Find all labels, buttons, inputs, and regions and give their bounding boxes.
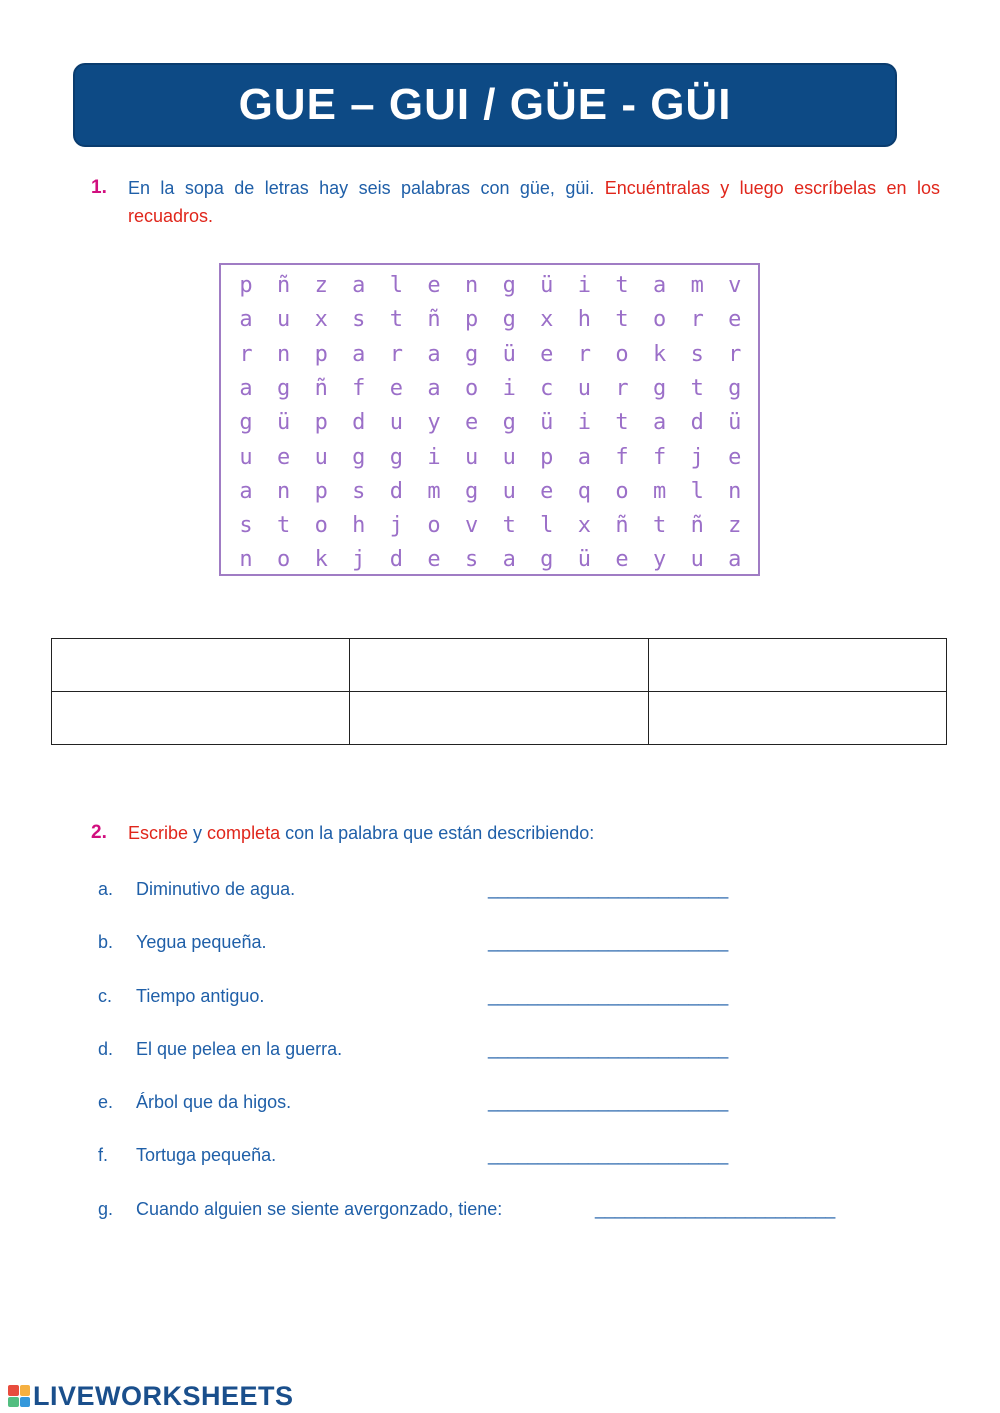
word-search-letter[interactable]: a xyxy=(239,307,253,333)
word-search-letter[interactable]: t xyxy=(615,307,629,333)
word-search-letter[interactable]: u xyxy=(464,444,479,470)
word-search-letter[interactable]: u xyxy=(577,375,592,401)
word-search-letter[interactable]: e xyxy=(540,478,554,504)
word-search-letter[interactable]: s xyxy=(352,478,366,504)
word-search-letter[interactable]: a xyxy=(239,375,253,401)
word-search-letter[interactable]: o xyxy=(615,478,629,504)
word-search-letter[interactable]: y xyxy=(427,410,441,436)
word-search-letter[interactable]: e xyxy=(389,375,404,401)
word-search-letter[interactable]: y xyxy=(652,547,667,573)
logo-square xyxy=(20,1397,31,1408)
word-search-letter[interactable]: ü xyxy=(540,273,554,298)
item-letter: d. xyxy=(98,1039,114,1059)
word-search-letter[interactable]: z xyxy=(728,513,742,539)
logo-square xyxy=(8,1397,19,1408)
answer-box-1[interactable] xyxy=(52,639,350,692)
word-search-letter[interactable]: g xyxy=(389,444,404,470)
word-search-letter[interactable]: u xyxy=(502,444,516,470)
answer-line[interactable]: ________________________ xyxy=(488,1145,729,1165)
answer-table-row xyxy=(52,692,947,745)
word-search-letter[interactable]: l xyxy=(389,273,404,298)
word-search-letter[interactable]: a xyxy=(427,375,441,401)
word-search-letter[interactable]: d xyxy=(389,547,404,573)
answer-box-6[interactable] xyxy=(648,692,946,745)
word-search-letter[interactable]: ñ xyxy=(276,273,291,298)
word-search-letter[interactable]: s xyxy=(464,547,479,573)
word-search-letter[interactable]: i xyxy=(427,444,441,470)
word-search-letter[interactable]: g xyxy=(239,410,253,436)
word-search-letter[interactable]: a xyxy=(502,547,516,573)
word-search-letter[interactable]: d xyxy=(352,410,366,436)
word-search-letter[interactable]: g xyxy=(502,307,516,333)
answer-table-row xyxy=(52,639,947,692)
word-search-letter[interactable]: ü xyxy=(276,410,291,436)
word-search-letter[interactable]: n xyxy=(239,547,253,573)
word-search-grid xyxy=(219,263,760,576)
liveworksheets-logo-icon xyxy=(8,1385,30,1407)
title-banner xyxy=(73,63,897,147)
item-text: El que pelea en la guerra. xyxy=(136,1039,343,1059)
answer-line[interactable]: ________________________ xyxy=(595,1199,836,1219)
word-search-letter[interactable]: a xyxy=(577,444,592,470)
word-search-letter[interactable]: r xyxy=(615,375,629,401)
word-search-letter[interactable]: c xyxy=(540,375,554,401)
word-search-letter[interactable]: e xyxy=(464,410,479,436)
word-search-letter[interactable]: r xyxy=(577,341,592,367)
word-search-letter[interactable]: o xyxy=(615,341,629,367)
word-search-letter[interactable]: r xyxy=(389,341,404,367)
word-search-letter[interactable]: a xyxy=(652,273,667,298)
word-search-letter[interactable]: g xyxy=(728,375,742,401)
word-search-letter[interactable]: e xyxy=(728,444,742,470)
word-search-letter[interactable]: x xyxy=(540,307,554,333)
word-search-letter[interactable]: j xyxy=(352,547,366,573)
logo-text: LIVEWORKSHEETS xyxy=(33,1380,294,1411)
question-2-word-escribe: Escribe xyxy=(128,823,189,843)
logo-square xyxy=(8,1385,19,1396)
word-search-row xyxy=(231,547,751,581)
word-search-letter[interactable]: s xyxy=(690,341,704,367)
word-search-letter[interactable]: u xyxy=(389,410,404,436)
word-search-letter[interactable]: a xyxy=(728,547,742,573)
word-search-letter[interactable]: p xyxy=(314,341,328,367)
word-search-letter[interactable]: o xyxy=(464,375,479,401)
word-search-letter[interactable]: r xyxy=(690,307,704,333)
question-2-rest: con la palabra que están describiendo: xyxy=(280,823,595,843)
word-search-letter[interactable]: ñ xyxy=(690,513,704,539)
word-search-letter[interactable]: a xyxy=(652,410,667,436)
word-search-letter[interactable]: j xyxy=(389,513,404,539)
word-search-letter[interactable]: o xyxy=(276,547,291,573)
word-search-letter[interactable]: ü xyxy=(577,547,592,573)
word-search-letter[interactable]: s xyxy=(352,307,366,333)
word-search-letter[interactable]: p xyxy=(314,410,328,436)
word-search-row xyxy=(231,342,751,376)
answer-line[interactable]: ________________________ xyxy=(488,879,729,899)
word-search-row xyxy=(231,410,751,444)
word-search-letter[interactable]: a xyxy=(352,341,366,367)
item-text: Diminutivo de agua. xyxy=(136,879,296,899)
word-search-letter[interactable]: o xyxy=(652,307,667,333)
answer-box-5[interactable] xyxy=(350,692,648,745)
word-search-letter[interactable]: g xyxy=(464,341,479,367)
word-search-letter[interactable]: f xyxy=(652,444,667,470)
word-search-letter[interactable]: l xyxy=(540,513,554,539)
item-letter: e. xyxy=(98,1092,114,1112)
question-2-instructions xyxy=(128,819,594,847)
word-search-letter[interactable]: ü xyxy=(502,341,516,367)
page-title: GUE – GUI / GÜE - GÜI xyxy=(238,80,732,129)
word-search-letter[interactable]: p xyxy=(314,478,328,504)
word-search-letter[interactable]: t xyxy=(389,307,404,333)
word-search-row xyxy=(231,445,751,479)
word-search-letter[interactable]: e xyxy=(427,273,441,298)
word-search-letter[interactable]: u xyxy=(276,307,291,333)
word-search-letter[interactable]: p xyxy=(464,307,479,333)
item-text: Yegua pequeña. xyxy=(136,932,267,952)
word-search-letter[interactable]: k xyxy=(314,547,328,573)
word-search-letter[interactable]: g xyxy=(502,410,516,436)
item-text: Árbol que da higos. xyxy=(136,1092,292,1112)
answer-table xyxy=(51,638,947,745)
word-search-letter[interactable]: e xyxy=(427,547,441,573)
word-search-letter[interactable]: u xyxy=(314,444,328,470)
word-search-letter[interactable]: a xyxy=(352,273,366,298)
word-search-letter[interactable]: r xyxy=(728,341,742,367)
question-2-word-y: y xyxy=(188,823,208,843)
word-search-letter[interactable]: x xyxy=(314,307,328,333)
answer-box-3[interactable] xyxy=(648,639,946,692)
question-1-text-end: . xyxy=(208,206,214,226)
liveworksheets-logo[interactable] xyxy=(8,1382,294,1410)
word-search-row xyxy=(231,376,751,410)
word-search-letter[interactable]: x xyxy=(577,513,592,539)
word-search-letter[interactable]: i xyxy=(502,375,516,401)
word-search-letter[interactable]: i xyxy=(577,410,592,436)
word-search-letter[interactable]: g xyxy=(502,273,516,298)
word-search-letter[interactable]: m xyxy=(690,273,704,298)
word-search-letter[interactable]: g xyxy=(464,478,479,504)
word-search-letter[interactable]: q xyxy=(577,478,592,504)
word-search-letter[interactable]: t xyxy=(502,513,516,539)
question-1-instructions xyxy=(128,174,940,230)
answer-line[interactable]: ________________________ xyxy=(488,986,729,1006)
word-search-letter[interactable]: h xyxy=(352,513,366,539)
word-search-row xyxy=(231,307,751,341)
word-search-letter[interactable]: e xyxy=(540,341,554,367)
word-search-letter[interactable]: h xyxy=(577,307,592,333)
word-search-letter[interactable]: p xyxy=(239,273,253,298)
question-2-number: 2. xyxy=(91,822,107,843)
word-search-letter[interactable]: g xyxy=(276,375,291,401)
word-search-letter[interactable]: o xyxy=(314,513,328,539)
word-search-letter[interactable]: f xyxy=(352,375,366,401)
item-text: Tiempo antiguo. xyxy=(136,986,265,1006)
answer-line[interactable]: ________________________ xyxy=(488,1039,729,1059)
word-search-letter[interactable]: p xyxy=(540,444,554,470)
item-text: Tortuga pequeña. xyxy=(136,1145,277,1165)
word-search-letter[interactable]: g xyxy=(652,375,667,401)
word-search-letter[interactable]: z xyxy=(314,273,328,298)
word-search-row xyxy=(231,273,751,307)
question-1-text-blue: En la sopa de letras hay seis palabras con güe, güi. xyxy=(128,178,605,198)
word-search-letter[interactable]: o xyxy=(427,513,441,539)
word-search-letter[interactable]: ü xyxy=(540,410,554,436)
word-search-row xyxy=(231,513,751,547)
word-search-letter[interactable]: d xyxy=(389,478,404,504)
word-search-letter[interactable]: l xyxy=(690,478,704,504)
word-search-letter[interactable]: n xyxy=(728,478,742,504)
question-1-number: 1. xyxy=(91,177,107,198)
word-search-letter[interactable]: g xyxy=(540,547,554,573)
word-search-letter[interactable]: a xyxy=(427,341,441,367)
word-search-letter[interactable]: k xyxy=(652,341,667,367)
word-search-letter[interactable]: m xyxy=(652,478,667,504)
word-search-letter[interactable]: m xyxy=(427,478,441,504)
word-search-letter[interactable]: a xyxy=(239,478,253,504)
word-search-letter[interactable]: e xyxy=(615,547,629,573)
word-search-letter[interactable]: ñ xyxy=(615,513,629,539)
word-search-letter[interactable]: n xyxy=(464,273,479,298)
word-search-letter[interactable]: ñ xyxy=(314,375,328,401)
answer-box-2[interactable] xyxy=(350,639,648,692)
question-1-text-red: Encuéntralas y luego escríbelas en los recuadros xyxy=(128,178,940,226)
question-2-word-completa: completa xyxy=(207,823,281,843)
answer-line[interactable]: ________________________ xyxy=(488,1092,729,1112)
word-search-letter[interactable]: g xyxy=(352,444,366,470)
item-letter: g. xyxy=(98,1199,114,1219)
word-search-letter[interactable]: u xyxy=(690,547,704,573)
word-search-letter[interactable]: t xyxy=(615,410,629,436)
word-search-letter[interactable]: f xyxy=(615,444,629,470)
word-search-letter[interactable]: v xyxy=(464,513,479,539)
word-search-letter[interactable]: t xyxy=(690,375,704,401)
word-search-row xyxy=(231,479,751,513)
word-search-letter[interactable]: u xyxy=(239,444,253,470)
word-search-letter[interactable]: s xyxy=(239,513,253,539)
item-letter: f. xyxy=(98,1145,109,1165)
word-search-letter[interactable]: t xyxy=(652,513,667,539)
word-search-letter[interactable]: e xyxy=(728,307,742,333)
word-search-letter[interactable]: d xyxy=(690,410,704,436)
logo-square xyxy=(20,1385,31,1396)
word-search-letter[interactable]: ü xyxy=(728,410,742,436)
answer-box-4[interactable] xyxy=(52,692,350,745)
word-search-letter[interactable]: u xyxy=(502,478,516,504)
item-letter: b. xyxy=(98,932,114,952)
word-search-letter[interactable]: r xyxy=(239,341,253,367)
word-search-letter[interactable]: e xyxy=(276,444,291,470)
word-search-letter[interactable]: j xyxy=(690,444,704,470)
word-search-letter[interactable]: t xyxy=(276,513,291,539)
word-search-letter[interactable]: i xyxy=(577,273,592,298)
item-letter: c. xyxy=(98,986,113,1006)
word-search-letter[interactable]: ñ xyxy=(427,307,441,333)
word-search-letter[interactable]: v xyxy=(728,273,742,298)
item-letter: a. xyxy=(98,879,114,899)
word-search-letter[interactable]: n xyxy=(276,341,291,367)
word-search-letter[interactable]: n xyxy=(276,478,291,504)
word-search-letter[interactable]: t xyxy=(615,273,629,298)
answer-line[interactable]: ________________________ xyxy=(488,932,729,952)
item-text: Cuando alguien se siente avergonzado, tiene: xyxy=(136,1199,503,1219)
